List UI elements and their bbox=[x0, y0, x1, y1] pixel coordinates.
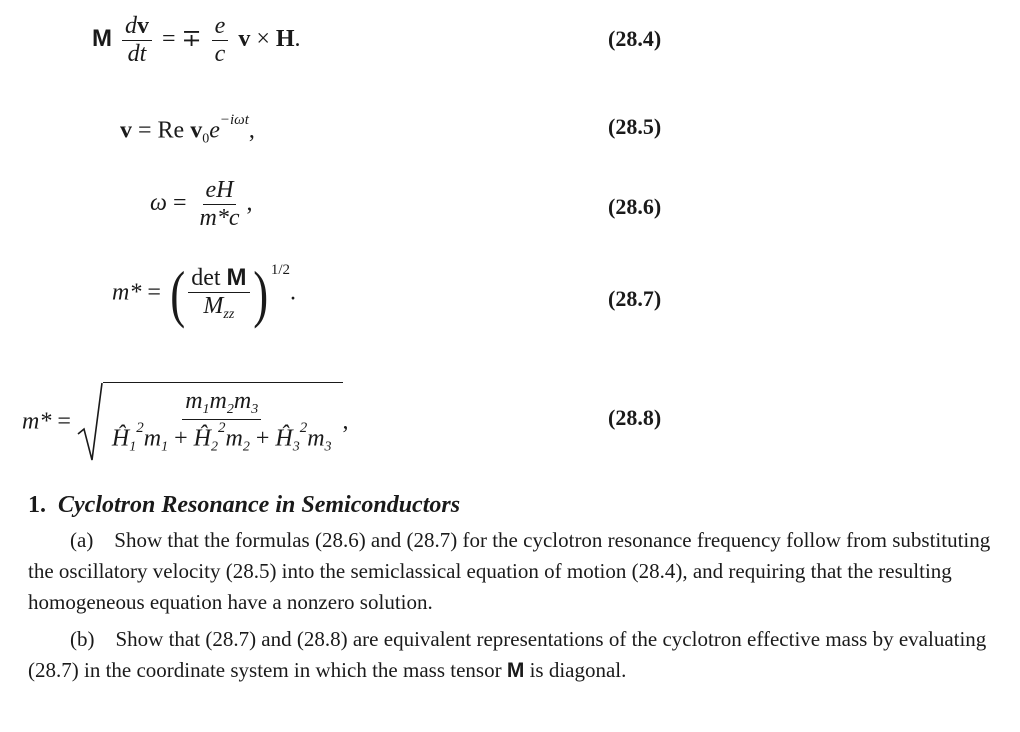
problem-title: Cyclotron Resonance in Semiconductors bbox=[58, 492, 461, 518]
equation-label: (28.7) bbox=[608, 286, 662, 311]
problem-part-b: (b) Show that (28.7) and (28.8) are equivalent representations of the cyclotron effective mass by evaluating (28.7) in the coordinate system in which the mass tensor M is diagonal. bbox=[28, 627, 987, 682]
equation-28-8: m* = $\frac{m_1m_2m_3}{Ĥ_1^2m_1 + Ĥ_2^2m_2 + Ĥ_3^2m_3}$ , bbox=[22, 382, 349, 464]
equation-label: (28.6) bbox=[608, 194, 662, 219]
problem-part-a: (a) Show that the formulas (28.6) and (28.7) for the cyclotron resonance frequency follow from substituting the oscillatory velocity (28.5) into the semiclassical equation of motion (28.4), and requiring that the resulting homogeneous equation have a nonzero solution. bbox=[28, 528, 991, 614]
square-root-sign bbox=[77, 382, 103, 464]
equation-28-6: ω = $\frac{eH}{m*c}$ , bbox=[150, 177, 253, 232]
equation-28-4: M $\frac{dv}{dt}$ = ∓ $\frac{e}{c}$ v × H. bbox=[92, 13, 301, 68]
problem-number: 1. bbox=[28, 492, 46, 518]
equation-28-5: v = Re $v_0e^{-i\omega t}$, bbox=[120, 112, 255, 147]
equation-28-7: m* = ( $\frac{\text{det M}}{M_{zz}}$ ) $^{1/2}$. bbox=[112, 258, 297, 329]
equation-label: (28.5) bbox=[608, 114, 662, 139]
equation-label: (28.4) bbox=[608, 26, 662, 51]
problem-heading bbox=[28, 492, 460, 519]
equation-label: (28.8) bbox=[608, 405, 662, 430]
